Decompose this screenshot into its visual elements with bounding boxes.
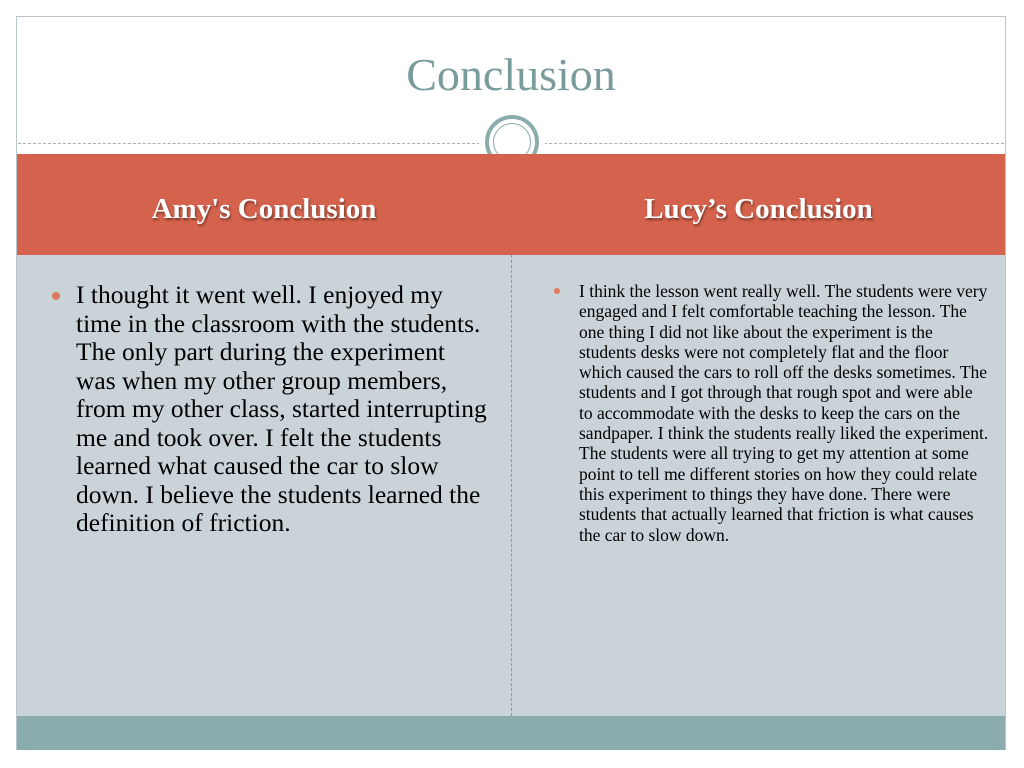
bullet-dot-icon xyxy=(52,292,60,300)
title-divider-left xyxy=(18,143,480,144)
footer-band xyxy=(17,716,1005,750)
bullet-dot-icon xyxy=(554,288,560,294)
amy-conclusion-bullet xyxy=(76,281,488,538)
amy-conclusion-header: Amy's Conclusion xyxy=(151,193,377,225)
lucy-conclusion-header: Lucy’s Conclusion xyxy=(644,193,873,225)
lucy-conclusion-bullet xyxy=(579,281,989,545)
lucy-conclusion-text: I think the lesson went really well. The students were very engaged and I felt comfortable teaching the lesson. The one thing I did not like about the experiment is the students desks were not completely flat and the floor which caused the cars to roll off the desks sometimes. The students and I got through that rough spot and were able to accommodate with the desks to keep the cars on the sandpaper. I think the students really liked the experiment. The students were all trying to get my attention at some point to tell me different stories on how they could relate this experiment to things they have done. There were students that actually learned that friction is what causes the car to slow down. xyxy=(579,281,989,545)
amy-conclusion-text: I thought it went well. I enjoyed my time in the classroom with the students. The only part during the experiment was when my other group members, from my other class, started interrupting me and took over. I felt the students learned what caused the car to slow down. I believe the students learned the definition of friction. xyxy=(76,280,487,537)
column-divider xyxy=(511,255,512,716)
title-divider-right xyxy=(544,143,1004,144)
slide-title: Conclusion xyxy=(406,49,616,100)
